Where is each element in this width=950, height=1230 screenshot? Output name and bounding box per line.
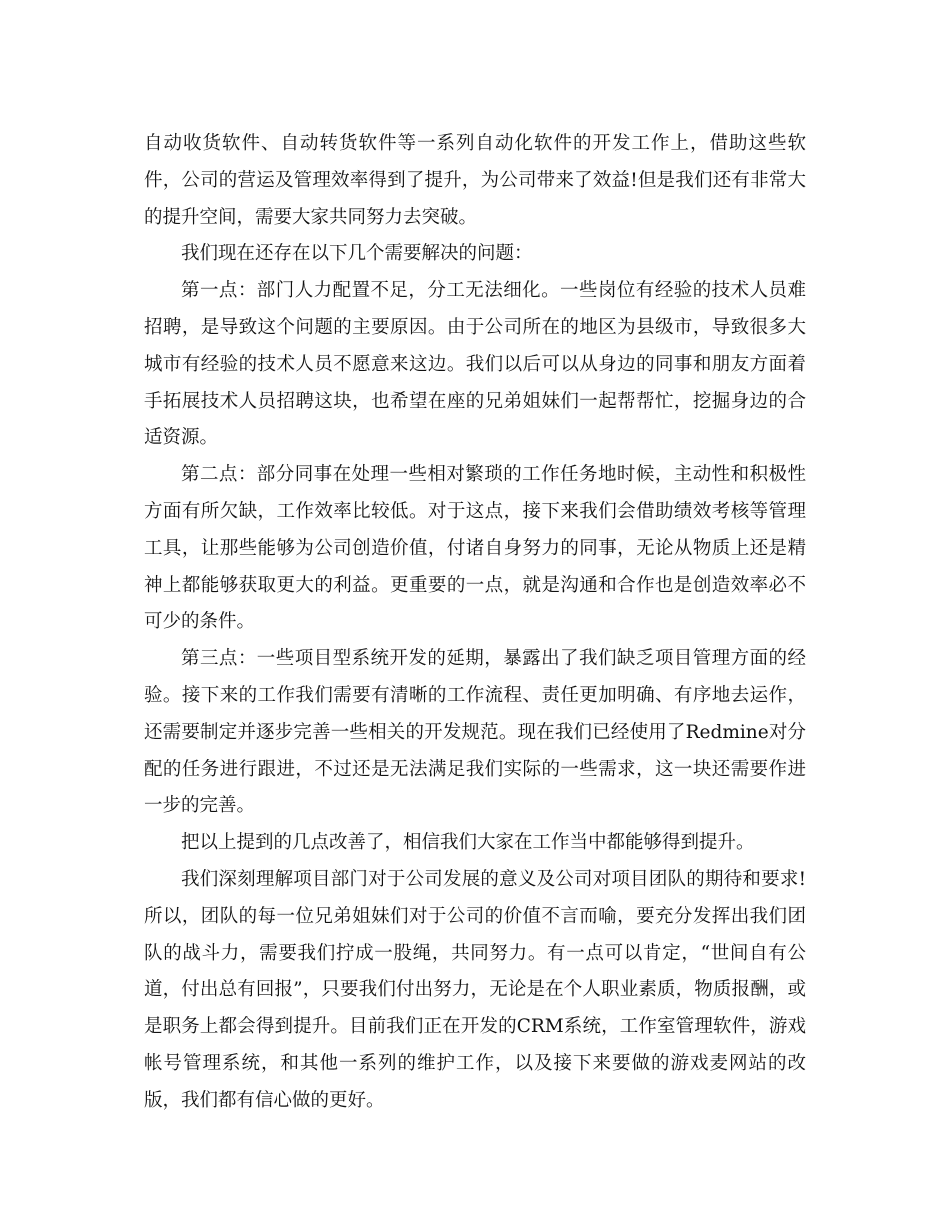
paragraph-point-two: 第二点：部分同事在处理一些相对繁琐的工作任务地时候，主动性和积极性方面有所欠缺，工作效率比较低。对于这点，接下来我们会借助绩效考核等管理工具，让那些能够为公司创造价值，付诸自身努力的同事，无论从物质上还是精神上都能够获取更大的利益。更重要的一点，就是沟通和合作也是创造效率必不可少的条件。	[144, 464, 806, 633]
document-body	[144, 126, 806, 1120]
paragraph-team-expectation: 我们深刻理解项目部门对于公司发展的意义及公司对项目团队的期待和要求!所以，团队的每一位兄弟姐妹们对于公司的价值不言而喻，要充分发挥出我们团队的战斗力，需要我们拧成一股绳，共同努力。有一点可以肯定，“世间自有公道，付出总有回报”，只要我们付出努力，无论是在个人职业素质，物质报酬，或是职务上都会得到提升。目前我们正在开发的CRM系统，工作室管理软件，游戏帐号管理系统，和其他一系列的维护工作，以及接下来要做的游戏麦网站的改版，我们都有信心做的更好。	[144, 868, 806, 1111]
paragraph-issues-intro: 我们现在还存在以下几个需要解决的问题：	[181, 243, 533, 265]
paragraph-point-three: 第三点：一些项目型系统开发的延期，暴露出了我们缺乏项目管理方面的经验。接下来的工作我们需要有清晰的工作流程、责任更加明确、有序地去运作，还需要制定并逐步完善一些相关的开发规范。现在我们已经使用了Redmine对分配的任务进行跟进，不过还是无法满足我们实际的一些需求，这一块还需要作进一步的完善。	[144, 648, 806, 817]
paragraph-point-one: 第一点：部门人力配置不足，分工无法细化。一些岗位有经验的技术人员难招聘，是导致这个问题的主要原因。由于公司所在的地区为县级市，导致很多大城市有经验的技术人员不愿意来这边。我们以后可以从身边的同事和朋友方面着手拓展技术人员招聘这块，也希望在座的兄弟姐妹们一起帮帮忙，挖掘身边的合适资源。	[144, 280, 806, 449]
paragraph-improvement-summary: 把以上提到的几点改善了，相信我们大家在工作当中都能够得到提升。	[181, 832, 755, 854]
paragraph-continuation: 自动收货软件、自动转货软件等一系列自动化软件的开发工作上，借助这些软件，公司的营运及管理效率得到了提升，为公司带来了效益!但是我们还有非常大的提升空间，需要大家共同努力去突破。	[144, 133, 806, 228]
